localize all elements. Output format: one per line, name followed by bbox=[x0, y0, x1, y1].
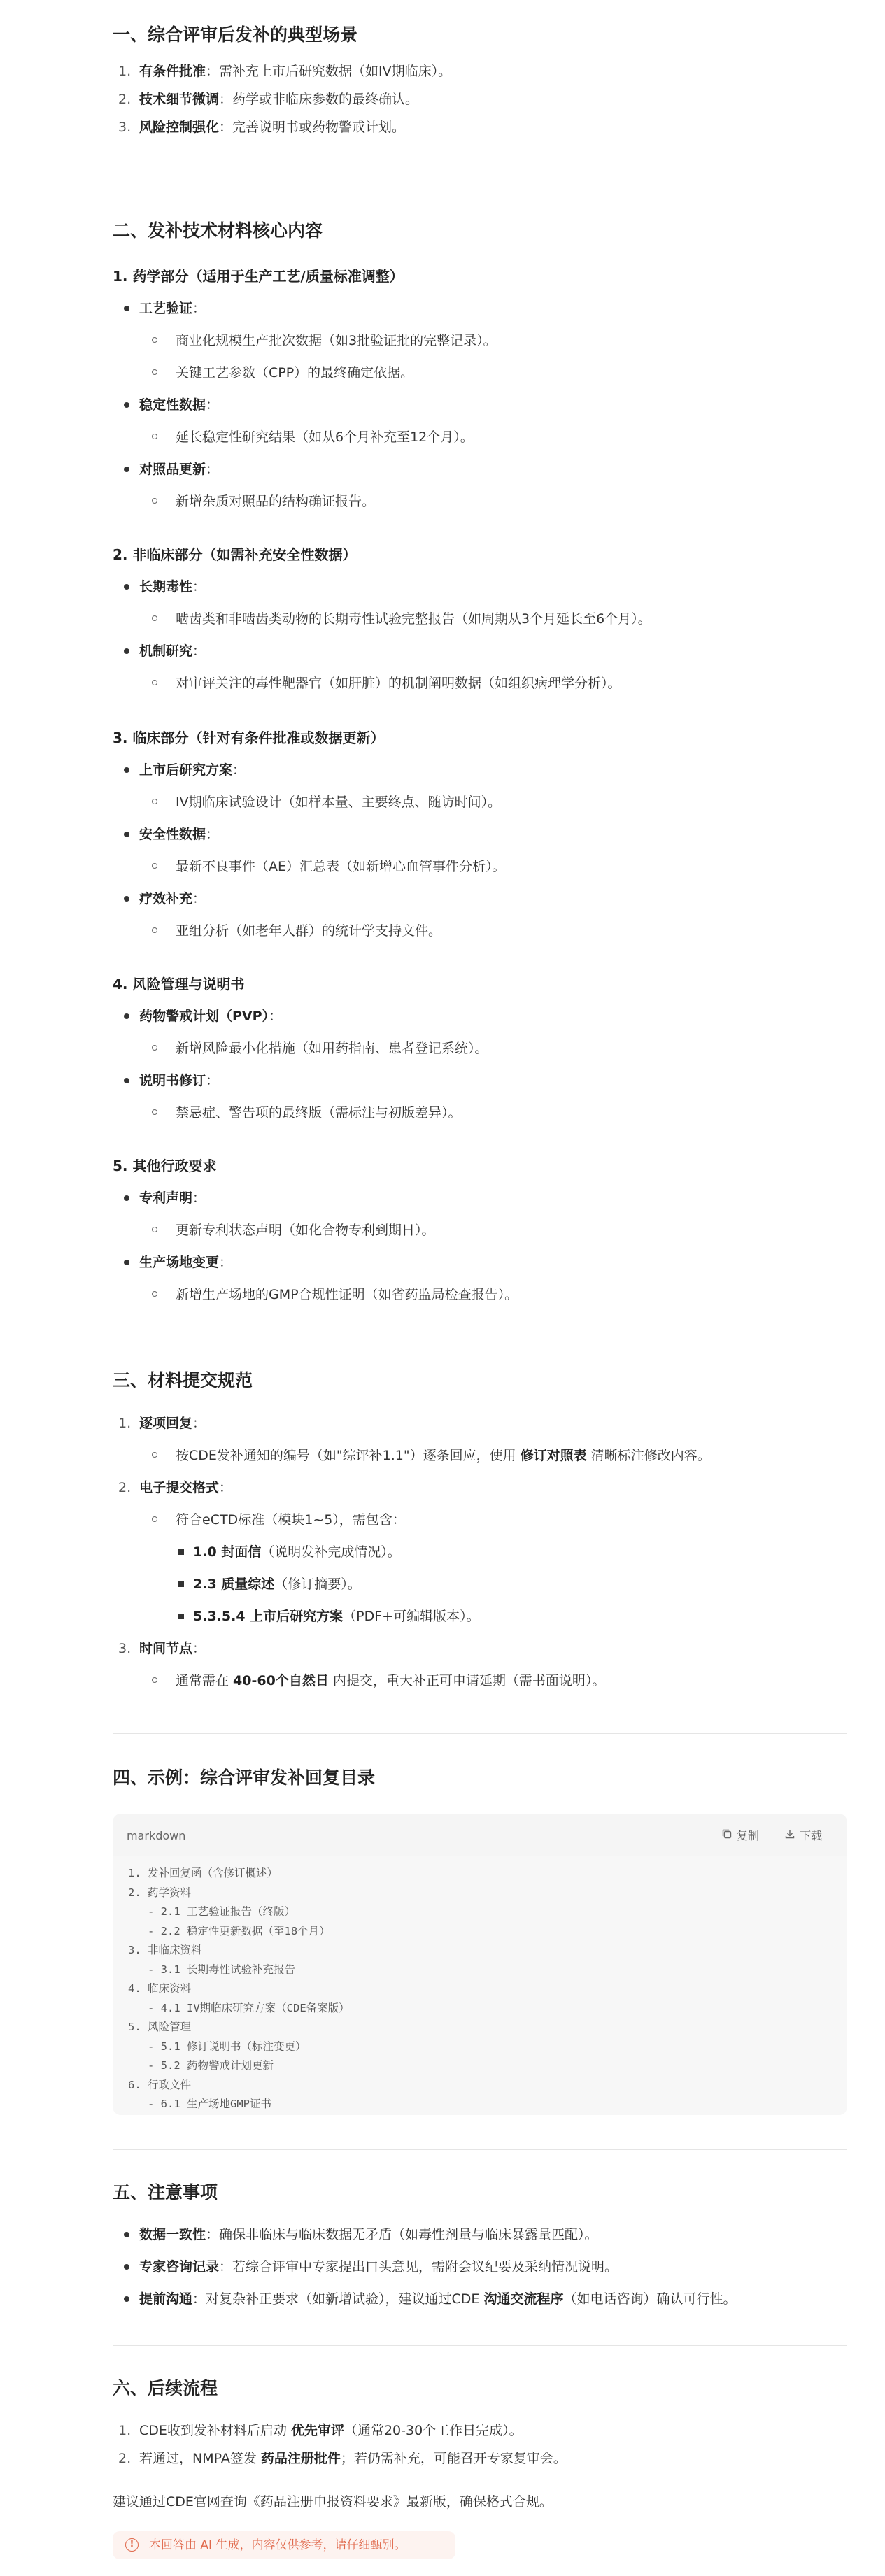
list-item: 药物警戒计划（PVP）： 新增风险最小化措施（如用药指南、患者登记系统）。 bbox=[113, 1000, 847, 1065]
circle-bullet-icon bbox=[152, 1291, 157, 1297]
subsection-title: 4. 风险管理与说明书 bbox=[113, 976, 245, 992]
circle-bullet-icon bbox=[152, 1109, 157, 1115]
square-bullet-icon bbox=[178, 1581, 184, 1587]
divider bbox=[113, 1733, 847, 1734]
code-block bbox=[113, 1814, 847, 2115]
bullet-icon bbox=[124, 896, 129, 902]
circle-bullet-icon bbox=[152, 1045, 157, 1051]
divider bbox=[113, 2345, 847, 2346]
subsection-title: 3. 临床部分（针对有条件批准或数据更新） bbox=[113, 730, 385, 746]
section-3-title: 三、材料提交规范 bbox=[113, 1370, 253, 1390]
subsection-title: 1. 药学部分（适用于生产工艺/质量标准调整） bbox=[113, 268, 404, 285]
list-item: 机制研究： 对审评关注的毒性靶器官（如肝脏）的机制阐明数据（如组织病理学分析）。 bbox=[113, 635, 847, 699]
section-4-title: 四、示例：综合评审发补回复目录 bbox=[113, 1767, 376, 1788]
section-3 bbox=[113, 1368, 847, 1393]
bullet-icon bbox=[124, 1013, 129, 1019]
circle-bullet-icon bbox=[152, 337, 157, 343]
list-item: 1. 逐项回复： 按CDE发补通知的编号（如"综评补1.1"）逐条回应，使用 修订对照表 清晰标注修改内容。 bbox=[118, 1416, 711, 1463]
list-item: 2. 技术细节微调：药学或非临床参数的最终确认。 bbox=[118, 92, 419, 107]
code-content: 1. 发补回复函（含修订概述） 2. 药学资料 - 2.1 工艺验证报告（终版） - 2.2 稳定性更新数据（至18个月） 3. 非临床资料 - 3.1 长期毒性试验补充报告 4. 临床资料 - 4.1 IV期临床研究方案（CDE备案版） 5. 风险管理 - 5.1 修订说明书（标注变更） - 5.2 药物警戒计划更新 6. 行政文件 - 6.1 生产场地GMP证书 bbox=[128, 1867, 350, 2110]
section-4 bbox=[113, 1765, 847, 1791]
circle-bullet-icon bbox=[152, 863, 157, 869]
download-button[interactable]: 下载 bbox=[784, 1822, 822, 1850]
subsection-2-3 bbox=[113, 727, 847, 947]
list-item: 工艺验证： 商业化规模生产批次数据（如3批验证批的完整记录）。 关键工艺参数（CPP）的最终确定依据。 bbox=[113, 292, 847, 389]
bullet-list bbox=[113, 292, 847, 518]
list-item: 3. 时间节点： 通常需在 40-60个自然日 内提交，重大补正可申请延期（需书面说明）。 bbox=[118, 1641, 606, 1688]
bullet-icon bbox=[124, 1078, 129, 1083]
closing-note: 建议通过CDE官网查询《药品注册申报资料要求》最新版，确保格式合规。 bbox=[113, 2494, 553, 2510]
ai-disclaimer bbox=[113, 2531, 455, 2559]
circle-bullet-icon bbox=[152, 498, 157, 504]
subsection-title: 5. 其他行政要求 bbox=[113, 1158, 217, 1174]
code-body bbox=[113, 1856, 847, 2115]
section-5-title: 五、注意事项 bbox=[113, 2182, 218, 2203]
list-item: 专家咨询记录：若综合评审中专家提出口头意见，需附会议纪要及采纳情况说明。 bbox=[113, 2251, 847, 2283]
section-6 bbox=[113, 2376, 847, 2401]
bullet-icon bbox=[124, 2296, 129, 2302]
subsection-2-2 bbox=[113, 544, 847, 699]
list-item: 1. CDE收到发补材料后启动 优先审评（通常20-30个工作日完成）。 bbox=[118, 2423, 523, 2438]
bullet-list bbox=[113, 1182, 847, 1311]
bullet-icon bbox=[124, 2264, 129, 2270]
circle-bullet-icon bbox=[152, 434, 157, 439]
section-6-title: 六、后续流程 bbox=[113, 2378, 218, 2398]
bullet-icon bbox=[124, 832, 129, 837]
bullet-icon bbox=[124, 402, 129, 408]
circle-bullet-icon bbox=[152, 680, 157, 685]
list-item: 长期毒性： 啮齿类和非啮齿类动物的长期毒性试验完整报告（如周期从3个月延长至6个月）。 bbox=[113, 571, 847, 635]
circle-bullet-icon bbox=[152, 369, 157, 375]
square-bullet-icon bbox=[178, 1614, 184, 1619]
download-icon bbox=[784, 1822, 800, 1850]
bullet-list bbox=[113, 1000, 847, 1129]
bullet-icon bbox=[124, 1260, 129, 1265]
section-1-list bbox=[113, 57, 847, 141]
copy-icon bbox=[721, 1822, 737, 1850]
warning-icon: ! bbox=[125, 2538, 139, 2552]
list-item: 数据一致性：确保非临床与临床数据无矛盾（如毒性剂量与临床暴露量匹配）。 bbox=[113, 2219, 847, 2251]
subsection-2-1 bbox=[113, 266, 847, 518]
section-1 bbox=[113, 22, 847, 48]
copy-button[interactable]: 复制 bbox=[721, 1822, 759, 1850]
section-2-title: 二、发补技术材料核心内容 bbox=[113, 220, 323, 241]
circle-bullet-icon bbox=[152, 615, 157, 621]
bullet-icon bbox=[124, 767, 129, 773]
list-item: 说明书修订： 禁忌症、警告项的最终版（需标注与初版差异）。 bbox=[113, 1065, 847, 1129]
bullet-icon bbox=[124, 584, 129, 590]
square-bullet-icon bbox=[178, 1549, 184, 1555]
bullet-list bbox=[113, 571, 847, 699]
list-item: 安全性数据： 最新不良事件（AE）汇总表（如新增心血管事件分析）。 bbox=[113, 818, 847, 883]
section-5-list bbox=[113, 2219, 847, 2315]
section-6-list bbox=[113, 2417, 847, 2472]
subsection-title: 2. 非临床部分（如需补充安全性数据） bbox=[113, 546, 357, 563]
list-item: 2. 若通过，NMPA签发 药品注册批件；若仍需补充，可能召开专家复审会。 bbox=[118, 2451, 567, 2466]
divider bbox=[113, 2149, 847, 2150]
circle-bullet-icon bbox=[152, 799, 157, 804]
list-item: 生产场地变更： 新增生产场地的GMP合规性证明（如省药监局检查报告）。 bbox=[113, 1246, 847, 1311]
code-language-label: markdown bbox=[127, 1829, 186, 1842]
list-item: 3. 风险控制强化：完善说明书或药物警戒计划。 bbox=[118, 120, 406, 135]
circle-bullet-icon bbox=[152, 1227, 157, 1232]
circle-bullet-icon bbox=[152, 927, 157, 933]
list-item: 2. 电子提交格式： 符合eCTD标准（模块1~5），需包含： 1.0 封面信（说明发补完成情况）。 2.3 质量综述（修订摘要）。 5.3.5.4 上市后研究方案（PDF+可编辑版本）。 bbox=[118, 1480, 480, 1624]
section-2 bbox=[113, 218, 847, 243]
bullet-icon bbox=[124, 648, 129, 654]
subsection-2-4 bbox=[113, 974, 847, 1129]
list-item: 对照品更新： 新增杂质对照品的结构确证报告。 bbox=[113, 453, 847, 518]
bullet-icon bbox=[124, 306, 129, 311]
bullet-icon bbox=[124, 467, 129, 472]
list-item: 专利声明： 更新专利状态声明（如化合物专利到期日）。 bbox=[113, 1182, 847, 1246]
list-item: 疗效补充： 亚组分析（如老年人群）的统计学支持文件。 bbox=[113, 883, 847, 947]
section-5 bbox=[113, 2180, 847, 2205]
list-item: 1. 有条件批准：需补充上市后研究数据（如IV期临床）。 bbox=[118, 64, 452, 79]
circle-bullet-icon bbox=[152, 1516, 157, 1522]
circle-bullet-icon bbox=[152, 1677, 157, 1683]
list-item: 提前沟通：对复杂补正要求（如新增试验），建议通过CDE 沟通交流程序（如电话咨询）确认可行性。 bbox=[113, 2283, 847, 2315]
bullet-list bbox=[113, 754, 847, 947]
circle-bullet-icon bbox=[152, 1452, 157, 1458]
list-item: 上市后研究方案： IV期临床试验设计（如样本量、主要终点、随访时间）。 bbox=[113, 754, 847, 818]
bullet-icon bbox=[124, 1195, 129, 1201]
list-item: 稳定性数据： 延长稳定性研究结果（如从6个月补充至12个月）。 bbox=[113, 389, 847, 453]
section-3-list bbox=[113, 1407, 847, 1697]
subsection-2-5 bbox=[113, 1155, 847, 1311]
bullet-icon bbox=[124, 2232, 129, 2237]
disclaimer-text: 本回答由 AI 生成，内容仅供参考，请仔细甄别。 bbox=[149, 2538, 406, 2552]
section-1-title: 一、综合评审后发补的典型场景 bbox=[113, 24, 358, 45]
